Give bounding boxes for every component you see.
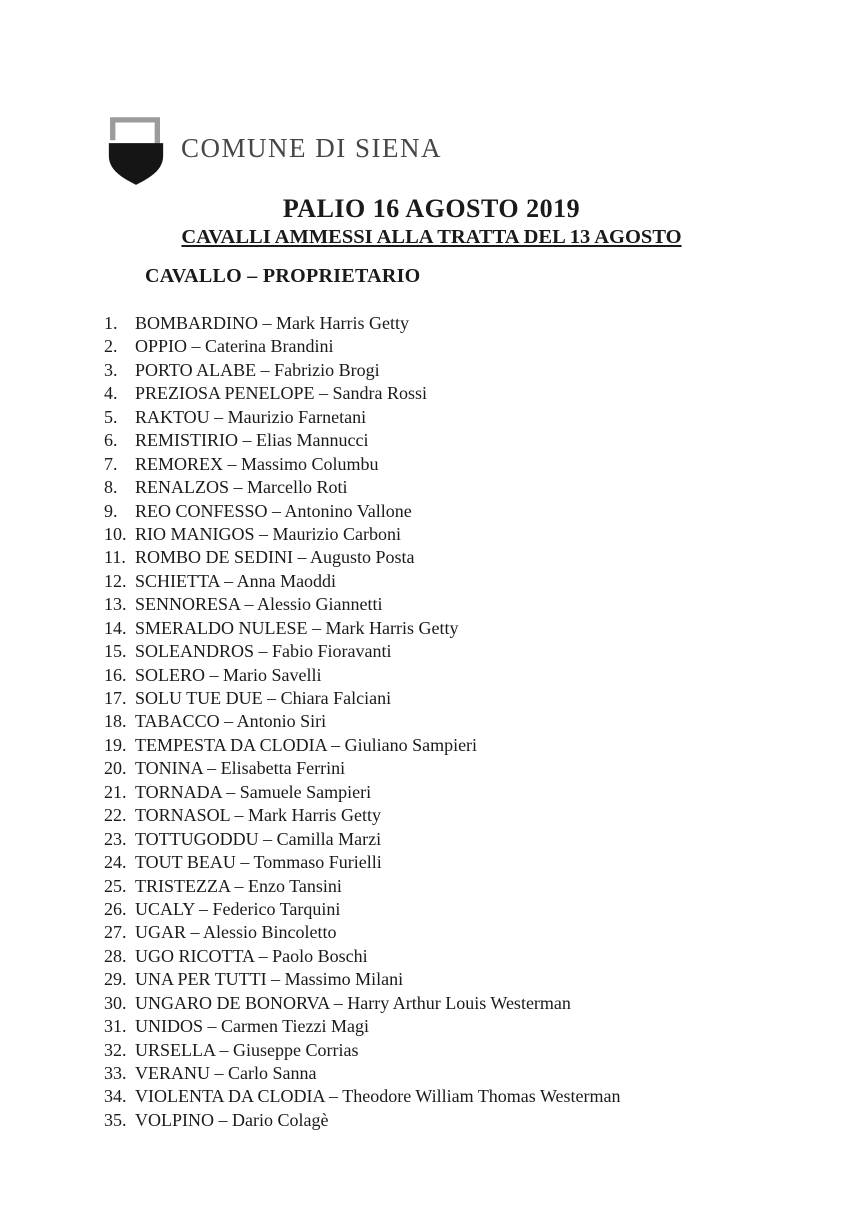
owner-name: Carlo Sanna bbox=[228, 1063, 317, 1083]
owner-name: Mark Harris Getty bbox=[325, 617, 459, 638]
list-item bbox=[104, 945, 804, 968]
separator: – bbox=[205, 664, 224, 685]
owner-name: Caterina Brandini bbox=[205, 336, 334, 357]
list-item bbox=[104, 828, 804, 851]
entry-number: 29. bbox=[104, 969, 127, 990]
separator: – bbox=[314, 383, 333, 404]
list-item bbox=[104, 500, 804, 523]
horse-name: REO CONFESSO bbox=[135, 500, 268, 521]
entry-number: 13. bbox=[104, 594, 127, 615]
page-subtitle bbox=[0, 226, 863, 249]
entry-number: 27. bbox=[104, 922, 127, 943]
horse-name: ROMBO DE SEDINI bbox=[135, 547, 294, 568]
separator: – bbox=[219, 570, 237, 591]
entry-number: 35. bbox=[104, 1109, 127, 1130]
list-item bbox=[104, 921, 804, 944]
separator: – bbox=[215, 1039, 234, 1060]
horse-name: OPPIO bbox=[135, 336, 188, 357]
entry-number: 16. bbox=[104, 664, 127, 685]
owner-name: Anna Maoddi bbox=[236, 570, 337, 591]
horse-name: SCHIETTA bbox=[135, 570, 220, 591]
owner-name: Massimo Milani bbox=[284, 969, 404, 990]
list-item bbox=[104, 335, 804, 358]
owner-name: Marcello Roti bbox=[247, 477, 348, 498]
owner-name: Harry Arthur Louis Westerman bbox=[347, 992, 571, 1013]
entry-number: 5. bbox=[104, 406, 118, 427]
horse-name: SOLERO bbox=[135, 664, 206, 685]
horse-name: TOUT BEAU bbox=[135, 852, 236, 873]
owner-name: Mark Harris Getty bbox=[276, 313, 409, 333]
list-item bbox=[104, 992, 804, 1015]
owner-name: Dario Colagè bbox=[232, 1109, 329, 1130]
separator: – bbox=[202, 758, 221, 779]
separator: – bbox=[219, 711, 237, 732]
separator: – bbox=[229, 477, 247, 498]
horse-name: TORNADA bbox=[135, 781, 222, 802]
horse-name: URSELLA bbox=[135, 1039, 216, 1060]
separator: – bbox=[238, 430, 256, 451]
separator: – bbox=[326, 734, 345, 755]
horse-name: SMERALDO NULESE bbox=[135, 617, 308, 638]
owner-name: Maurizio Farnetani bbox=[227, 406, 367, 427]
separator: – bbox=[210, 1063, 228, 1083]
entry-number: 12. bbox=[104, 570, 127, 591]
list-item bbox=[104, 1085, 804, 1108]
separator: – bbox=[324, 1086, 343, 1107]
horse-name: UGAR bbox=[135, 922, 187, 943]
horse-name: VOLPINO bbox=[135, 1109, 214, 1130]
list-item bbox=[104, 710, 804, 733]
entry-number: 32. bbox=[104, 1039, 127, 1060]
owner-name: Carmen Tiezzi Magi bbox=[221, 1016, 369, 1037]
separator: – bbox=[256, 359, 275, 380]
horse-name: PREZIOSA PENELOPE bbox=[135, 383, 315, 404]
separator: – bbox=[186, 922, 204, 943]
horse-name: SOLEANDROS bbox=[135, 641, 255, 662]
horse-name: VIOLENTA DA CLODIA bbox=[135, 1086, 325, 1107]
entry-number: 18. bbox=[104, 711, 127, 732]
horse-name: RENALZOS bbox=[135, 477, 229, 498]
comune-di-siena-logo bbox=[104, 110, 442, 186]
entry-number: 33. bbox=[104, 1063, 127, 1083]
list-item bbox=[104, 781, 804, 804]
separator: – bbox=[329, 992, 348, 1013]
owner-name: Giuseppe Corrias bbox=[233, 1039, 359, 1060]
separator: – bbox=[258, 313, 277, 333]
entry-number: 15. bbox=[104, 641, 127, 662]
horse-name: BOMBARDINO bbox=[135, 313, 259, 333]
separator: – bbox=[254, 945, 273, 966]
list-item bbox=[104, 593, 804, 616]
separator: – bbox=[230, 875, 248, 896]
owner-name: Elisabetta Ferrini bbox=[220, 758, 346, 779]
horse-name: UNA PER TUTTI bbox=[135, 969, 267, 990]
list-item bbox=[104, 875, 804, 898]
entry-number: 8. bbox=[104, 477, 118, 498]
horse-name: REMOREX bbox=[135, 453, 224, 474]
owner-name: Tommaso Furielli bbox=[253, 852, 382, 873]
separator: – bbox=[258, 828, 277, 849]
owner-name: Sandra Rossi bbox=[332, 383, 428, 404]
separator: – bbox=[194, 898, 213, 919]
siena-shield-icon bbox=[104, 110, 168, 186]
owner-name: Theodore William Thomas Westerman bbox=[342, 1086, 621, 1107]
separator: – bbox=[254, 641, 273, 662]
list-item bbox=[104, 1015, 804, 1038]
entry-number: 1. bbox=[104, 313, 118, 333]
owner-name: Mark Harris Getty bbox=[248, 805, 381, 826]
list-item bbox=[104, 1062, 804, 1085]
entry-number: 28. bbox=[104, 945, 127, 966]
list-item bbox=[104, 898, 804, 921]
list-item bbox=[104, 664, 804, 687]
separator: – bbox=[203, 1016, 222, 1037]
entry-number: 24. bbox=[104, 852, 127, 873]
list-item bbox=[104, 546, 804, 569]
list-item bbox=[104, 570, 804, 593]
separator: – bbox=[267, 500, 285, 521]
page-subtitle-text: CAVALLI AMMESSI ALLA TRATTA DEL 13 AGOSTO bbox=[181, 226, 682, 248]
page-title: PALIO 16 AGOSTO 2019 bbox=[282, 194, 581, 223]
horse-name: RAKTOU bbox=[135, 406, 210, 427]
separator: – bbox=[209, 406, 228, 427]
separator: – bbox=[293, 547, 311, 568]
separator: – bbox=[307, 617, 326, 638]
entry-number: 6. bbox=[104, 430, 118, 451]
list-item bbox=[104, 406, 804, 429]
separator: – bbox=[262, 688, 281, 708]
separator: – bbox=[235, 852, 254, 873]
owner-name: Maurizio Carboni bbox=[272, 523, 401, 544]
separator: – bbox=[221, 781, 240, 802]
list-item bbox=[104, 1039, 804, 1062]
list-item bbox=[104, 1109, 804, 1132]
owner-name: Enzo Tansini bbox=[248, 875, 342, 896]
owner-name: Federico Tarquini bbox=[212, 898, 341, 919]
owner-name: Augusto Posta bbox=[310, 547, 415, 568]
horse-name: UGO RICOTTA bbox=[135, 945, 255, 966]
list-item bbox=[104, 453, 804, 476]
list-item bbox=[104, 382, 804, 405]
horse-name: TONINA bbox=[135, 758, 203, 779]
horse-name: UNIDOS bbox=[135, 1016, 204, 1037]
horse-name: UCALY bbox=[135, 898, 195, 919]
owner-name: Chiara Falciani bbox=[280, 688, 392, 708]
separator: – bbox=[230, 805, 249, 826]
entry-number: 26. bbox=[104, 898, 127, 919]
entry-number: 10. bbox=[104, 523, 127, 544]
owner-name: Antonino Vallone bbox=[284, 500, 412, 521]
horse-name: REMISTIRIO bbox=[135, 430, 238, 451]
list-item bbox=[104, 359, 804, 382]
entry-number: 3. bbox=[104, 359, 118, 380]
horse-name: SENNORESA bbox=[135, 594, 241, 615]
owner-name: Camilla Marzi bbox=[276, 828, 382, 849]
owner-name: Mario Savelli bbox=[223, 664, 322, 685]
entry-number: 14. bbox=[104, 617, 127, 638]
owner-name: Elias Mannucci bbox=[256, 430, 369, 451]
owner-name: Massimo Columbu bbox=[241, 453, 379, 474]
separator: – bbox=[266, 969, 285, 990]
owner-name: Antonio Siri bbox=[236, 711, 327, 732]
owner-name: Fabio Fioravanti bbox=[272, 641, 392, 662]
horse-name: TEMPESTA DA CLODIA bbox=[135, 734, 327, 755]
list-item bbox=[104, 617, 804, 640]
list-item bbox=[104, 804, 804, 827]
entry-number: 23. bbox=[104, 828, 127, 849]
horse-name: RIO MANIGOS bbox=[135, 523, 255, 544]
owner-name: Giuliano Sampieri bbox=[344, 734, 478, 755]
list-item bbox=[104, 523, 804, 546]
list-item bbox=[104, 757, 804, 780]
list-item bbox=[104, 687, 804, 710]
entry-number: 22. bbox=[104, 805, 127, 826]
entry-number: 7. bbox=[104, 453, 118, 474]
separator: – bbox=[254, 523, 273, 544]
horse-name: UNGARO DE BONORVA bbox=[135, 992, 330, 1013]
owner-name: Fabrizio Brogi bbox=[274, 359, 380, 380]
entry-number: 19. bbox=[104, 734, 127, 755]
list-item bbox=[104, 734, 804, 757]
owner-name: Alessio Giannetti bbox=[257, 594, 383, 615]
horse-name: TORNASOL bbox=[135, 805, 231, 826]
entry-number: 31. bbox=[104, 1016, 127, 1037]
entry-number: 4. bbox=[104, 383, 118, 404]
horse-name: TRISTEZZA bbox=[135, 875, 230, 896]
entry-number: 20. bbox=[104, 758, 127, 779]
list-item bbox=[104, 968, 804, 991]
entry-number: 9. bbox=[104, 500, 118, 521]
horse-name: VERANU bbox=[135, 1063, 210, 1083]
owner-name: Paolo Boschi bbox=[272, 945, 368, 966]
entry-number: 11. bbox=[104, 547, 126, 568]
horse-name: TABACCO bbox=[135, 711, 220, 732]
list-heading: CAVALLO – PROPRIETARIO bbox=[145, 265, 421, 287]
separator: – bbox=[187, 336, 206, 357]
horse-name: TOTTUGODDU bbox=[135, 828, 259, 849]
separator: – bbox=[240, 594, 258, 615]
horse-name: PORTO ALABE bbox=[135, 359, 257, 380]
entry-number: 34. bbox=[104, 1086, 127, 1107]
list-item bbox=[104, 476, 804, 499]
owner-name: Samuele Sampieri bbox=[239, 781, 372, 802]
org-name: COMUNE DI SIENA bbox=[181, 132, 442, 163]
entry-number: 21. bbox=[104, 781, 127, 802]
horse-name: SOLU TUE DUE bbox=[135, 688, 263, 708]
list-item bbox=[104, 851, 804, 874]
entry-number: 25. bbox=[104, 875, 127, 896]
list-item bbox=[104, 312, 804, 335]
owner-name: Alessio Bincoletto bbox=[203, 922, 337, 943]
list-item bbox=[104, 429, 804, 452]
list-item bbox=[104, 640, 804, 663]
separator: – bbox=[223, 453, 242, 474]
separator: – bbox=[214, 1109, 232, 1130]
entry-number: 2. bbox=[104, 336, 118, 357]
horse-list bbox=[104, 312, 804, 1132]
entry-number: 17. bbox=[104, 688, 127, 708]
entry-number: 30. bbox=[104, 992, 127, 1013]
